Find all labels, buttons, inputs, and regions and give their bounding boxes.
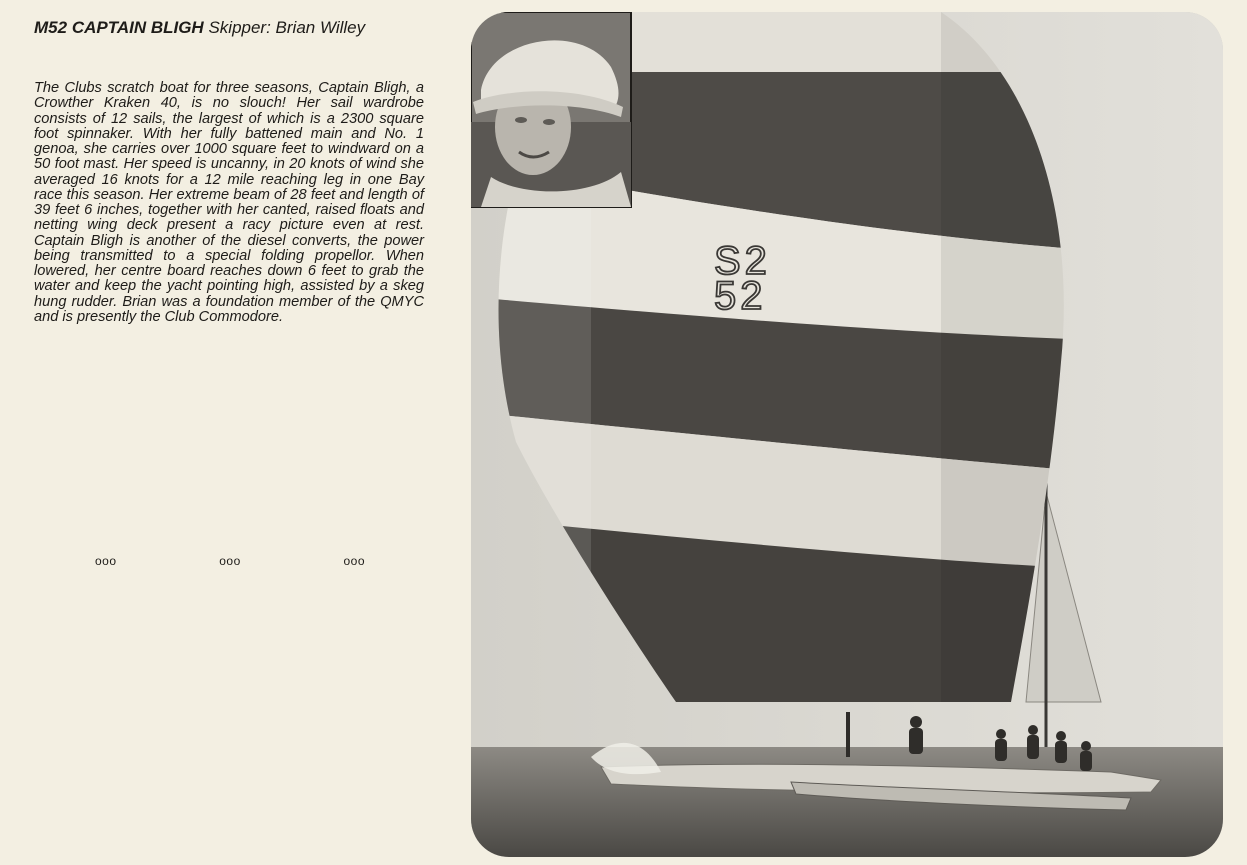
article-body: The Clubs scratch boat for three seasons, Captain Bligh, a Crowther Kraken 40, is no slouch! Her sail wardrobe consists of 12 sails, the largest of which is a 2300 square foot spinnaker. With her fully battened main and No. 1 genoa, she carries over 1000 square feet to windward on a 50 foot mast. Her speed is uncanny, in 20 knots of wind she averaged 16 knots for a 12 mile reaching leg in one Bay race this season. Her extreme beam of 28 feet and length of 39 feet 6 inches, together with her canted, raised floats and netting wing deck present a racy picture even at rest. Captain Bligh is another of the diesel converts, the power being transmitted to a special folding propellor. When lowered, her centre board reaches down 6 feet to grab the water and keep the yacht pointing high, assisted by a skeg hung rudder. Brian was a foundation member of the QMYC and is presently the Club Commodore. (34, 80, 424, 325)
sail-number-bottom: 52 (714, 274, 767, 318)
forestay (846, 712, 850, 757)
heading-skipper: Skipper: Brian Willey (208, 18, 366, 37)
heading-code: M52 (34, 18, 68, 37)
section-separators (95, 554, 365, 568)
spinnaker-photo-illustration (471, 12, 1223, 857)
separator-2: ooo (219, 554, 241, 568)
separator-1: ooo (95, 554, 117, 568)
heading-boat-name: CAPTAIN BLIGH (71, 18, 204, 37)
separator-3: ooo (343, 554, 365, 568)
yacht-photo (471, 12, 1223, 857)
article-heading (34, 18, 454, 38)
skipper-portrait-inset (471, 12, 631, 207)
sail-number-top: S2 (714, 239, 771, 283)
